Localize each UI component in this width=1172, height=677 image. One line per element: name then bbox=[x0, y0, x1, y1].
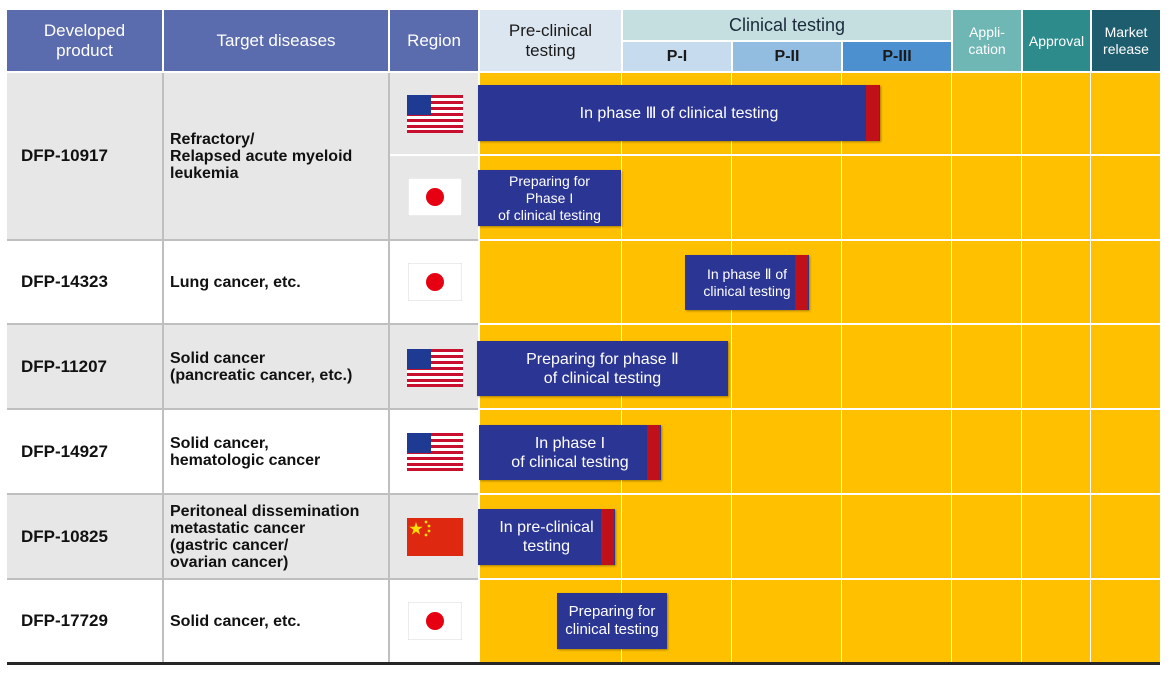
product-cell: DFP-17729 bbox=[7, 580, 162, 662]
grid-line bbox=[480, 154, 1160, 156]
grid-line bbox=[1090, 73, 1091, 662]
progress-bar bbox=[477, 341, 728, 396]
row-divider bbox=[7, 323, 478, 325]
japan-flag-icon bbox=[408, 263, 462, 301]
row-divider bbox=[7, 578, 478, 580]
progress-bar bbox=[478, 85, 880, 141]
progress-bar-label: Preparing for phase Ⅱ of clinical testing bbox=[526, 350, 679, 387]
row-divider bbox=[390, 154, 478, 156]
grid-line bbox=[480, 493, 1160, 495]
header-preclinical: Pre-clinical testing bbox=[480, 10, 621, 71]
progress-bar bbox=[478, 170, 621, 226]
grid-line bbox=[480, 239, 1160, 241]
disease-cell: Solid cancer (pancreatic cancer, etc.) bbox=[164, 325, 388, 408]
product-cell: DFP-10917 bbox=[7, 73, 162, 239]
grid-line bbox=[480, 408, 1160, 410]
progress-marker bbox=[795, 255, 808, 310]
disease-cell: Peritoneal dissemination metastatic cancer (gastric cancer/ ovarian cancer) bbox=[164, 495, 388, 578]
progress-bar bbox=[478, 509, 615, 565]
header-phase-1: P-I bbox=[623, 42, 731, 71]
progress-bar bbox=[479, 425, 661, 480]
disease-cell: Lung cancer, etc. bbox=[164, 241, 388, 323]
us-flag-icon bbox=[407, 95, 463, 133]
product-cell: DFP-14323 bbox=[7, 241, 162, 323]
progress-bar-label: Preparing for clinical testing bbox=[565, 603, 659, 638]
column-divider bbox=[162, 73, 164, 662]
grid-line bbox=[731, 73, 732, 662]
progress-bar-label: Preparing for Phase I of clinical testing bbox=[498, 172, 601, 223]
grid-line bbox=[480, 323, 1160, 325]
japan-flag-icon bbox=[408, 178, 462, 216]
us-flag-icon bbox=[407, 349, 463, 387]
progress-marker bbox=[601, 509, 614, 565]
progress-bar-label: In phase Ⅲ of clinical testing bbox=[579, 104, 779, 122]
header-region: Region bbox=[390, 10, 478, 71]
grid-line bbox=[841, 73, 842, 662]
row-divider bbox=[7, 408, 478, 410]
progress-bar-label: In phase I of clinical testing bbox=[511, 434, 629, 471]
row-divider bbox=[7, 493, 478, 495]
grid-line bbox=[951, 73, 952, 662]
product-cell: DFP-14927 bbox=[7, 410, 162, 493]
header-target-diseases: Target diseases bbox=[164, 10, 388, 71]
progress-bar-label: In pre-clinical testing bbox=[499, 519, 594, 555]
header-phase-2: P-II bbox=[733, 42, 841, 71]
header-developed-product: Developed product bbox=[7, 10, 162, 71]
progress-bar bbox=[557, 593, 667, 649]
china-flag-icon bbox=[407, 518, 463, 556]
header-phase-3: P-III bbox=[843, 42, 951, 71]
progress-marker bbox=[647, 425, 660, 480]
header-application: Appli- cation bbox=[953, 10, 1021, 71]
product-cell: DFP-10825 bbox=[7, 495, 162, 578]
row-divider bbox=[7, 239, 478, 241]
disease-cell: Solid cancer, hematologic cancer bbox=[164, 410, 388, 493]
table-bottom-rule bbox=[7, 662, 1160, 665]
product-cell: DFP-11207 bbox=[7, 325, 162, 408]
disease-cell: Refractory/ Relapsed acute myeloid leukemia bbox=[164, 73, 388, 239]
us-flag-icon bbox=[407, 433, 463, 471]
header-clinical-testing: Clinical testing bbox=[623, 10, 951, 40]
header-approval: Approval bbox=[1023, 10, 1090, 71]
progress-bar bbox=[685, 255, 809, 310]
progress-bar-label: In phase Ⅱ of clinical testing bbox=[703, 265, 791, 299]
header-market-release: Market release bbox=[1092, 10, 1160, 71]
column-divider bbox=[388, 73, 390, 662]
disease-cell: Solid cancer, etc. bbox=[164, 580, 388, 662]
japan-flag-icon bbox=[408, 602, 462, 640]
progress-marker bbox=[866, 85, 879, 141]
grid-line bbox=[480, 578, 1160, 580]
grid-line bbox=[1021, 73, 1022, 662]
